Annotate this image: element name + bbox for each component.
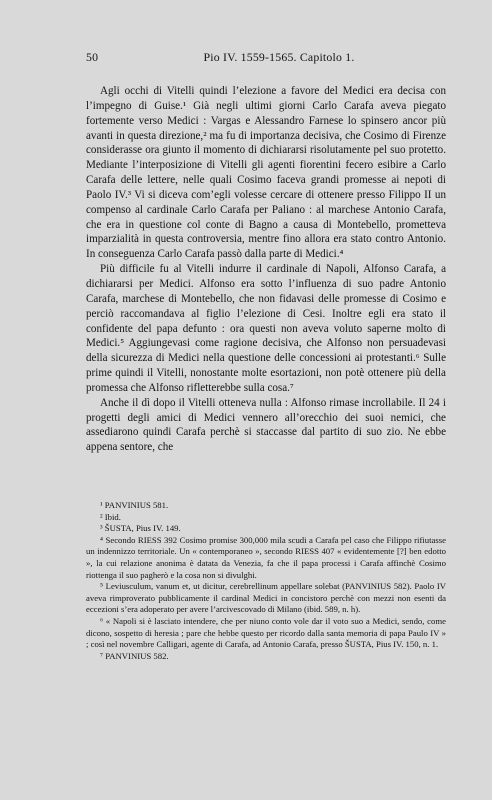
footnote: ⁴ Secondo RIESS 392 Cosimo promise 300,000 mila scudi a Carafa pel caso che Filippo rifiutasse un indennizzo territoriale. Un « contemporaneo », secondo RIESS 407 « evidentemente [?] ben edotto », la cui relazione anonima è datata da Venezia, fa che il papa processi i Carafa affinchè Cosimo riottenga il suo pagherò e la cosa non si divulghi. [86, 534, 446, 580]
page-number: 50 [86, 50, 99, 64]
footnote: ³ ŠUSTA, Pius IV. 149. [100, 523, 181, 534]
footnote: ⁷ PANVINIUS 582. [100, 650, 169, 661]
page-header [86, 50, 446, 68]
footnote: ⁵ Leviusculum, vanum et, ut dicitur, cerebrellinum appellare solebat (PANVINIUS 582). Paolo IV aveva rimproverato pubblicamente il cardinal Medici in concistoro perchè con mezzi non esenti da eccezioni s’era adoperato per avere l’arcivescovado di Milano (ibid. 589, n. h). [86, 581, 446, 615]
running-title: Pio IV. 1559-1565. Capitolo 1. [203, 50, 355, 64]
footnote: ² Ibid. [100, 511, 121, 522]
footnote: ⁶ « Napoli si è lasciato intendere, che per niuno conto vole dar il voto suo a Medici, sendo, come dicono, sospetto di heresia ; pare che hebbe questo per ricordo dalla santa memoria di papa Paulo IV » ; così nel novembre Calligari, agente di Carafa, ad Antonio Carafa, presso ŠUSTA, Pius IV. 150, n. 1. [86, 616, 446, 650]
body-paragraph: Più difficile fu al Vitelli indurre il cardinale di Napoli, Alfonso Carafa, a dichiararsi per Medici. Alfonso era sotto l’influenza di suo padre Antonio Carafa, marchese di Montebello, che non fidavasi delle promesse di Cosimo e perciò raccomandava al figlio l’elezione di Cesi. Inoltre egli era stato il confidente del papa defunto : ora questi non aveva voluto saperne molto di Medici.⁵ Aggiungevasi come ragione decisiva, che Alfonso non persuadevasi della sicurezza di Medici nella questione delle concessioni ai protestanti.⁶ Sulle prime quindi il Vitelli, nonostante molte esortazioni, non potè ottenere più della promessa che Alfonso rifletterebbe sulla cosa.⁷ [86, 263, 446, 394]
body-paragraph: Agli occhi di Vitelli quindi l’elezione a favore del Medici era decisa con l’impegno di Guise.¹ Già negli ultimi giorni Carlo Carafa aveva piegato fortemente verso Medici : Vargas e Alessandro Farnese lo spinsero ancor più avanti in questa direzione,² ma fu di importanza decisiva, che Cosimo di Firenze considerasse ora giunto il momento di dichiararsi risolutamente pel suo protetto. Mediante l’interposizione di Vitelli gli agenti fiorentini fecero esibire a Carlo Carafa delle lettere, nelle quali Cosimo faceva grandi promesse ai nepoti di Paolo IV.³ Vi si diceva com’egli volesse cercare di ottenere presso Filippo II un compenso al cardinale Carlo Carafa per Paliano : al marchese Antonio Carafa, che era in questione col conte di Bagno a causa di Montebello, prometteva imparzialità in questa controversia, mentre fino allora era stato contro Antonio. In conseguenza Carlo Carafa passò dalla parte di Medici.⁴ [86, 85, 446, 261]
footnote: ¹ PANVINIUS 581. [100, 500, 169, 511]
footnotes [86, 500, 446, 662]
body-paragraph: Anche il dì dopo il Vitelli otteneva nulla : Alfonso rimase incrollabile. Il 24 i progetti degli amici di Medici vennero all’orecchio dei suoi nemici, che assediarono quindi Carafa perchè si staccasse dal partito di suo zio. Ne ebbe appena sentore, che [86, 396, 446, 454]
body-text [86, 84, 446, 455]
